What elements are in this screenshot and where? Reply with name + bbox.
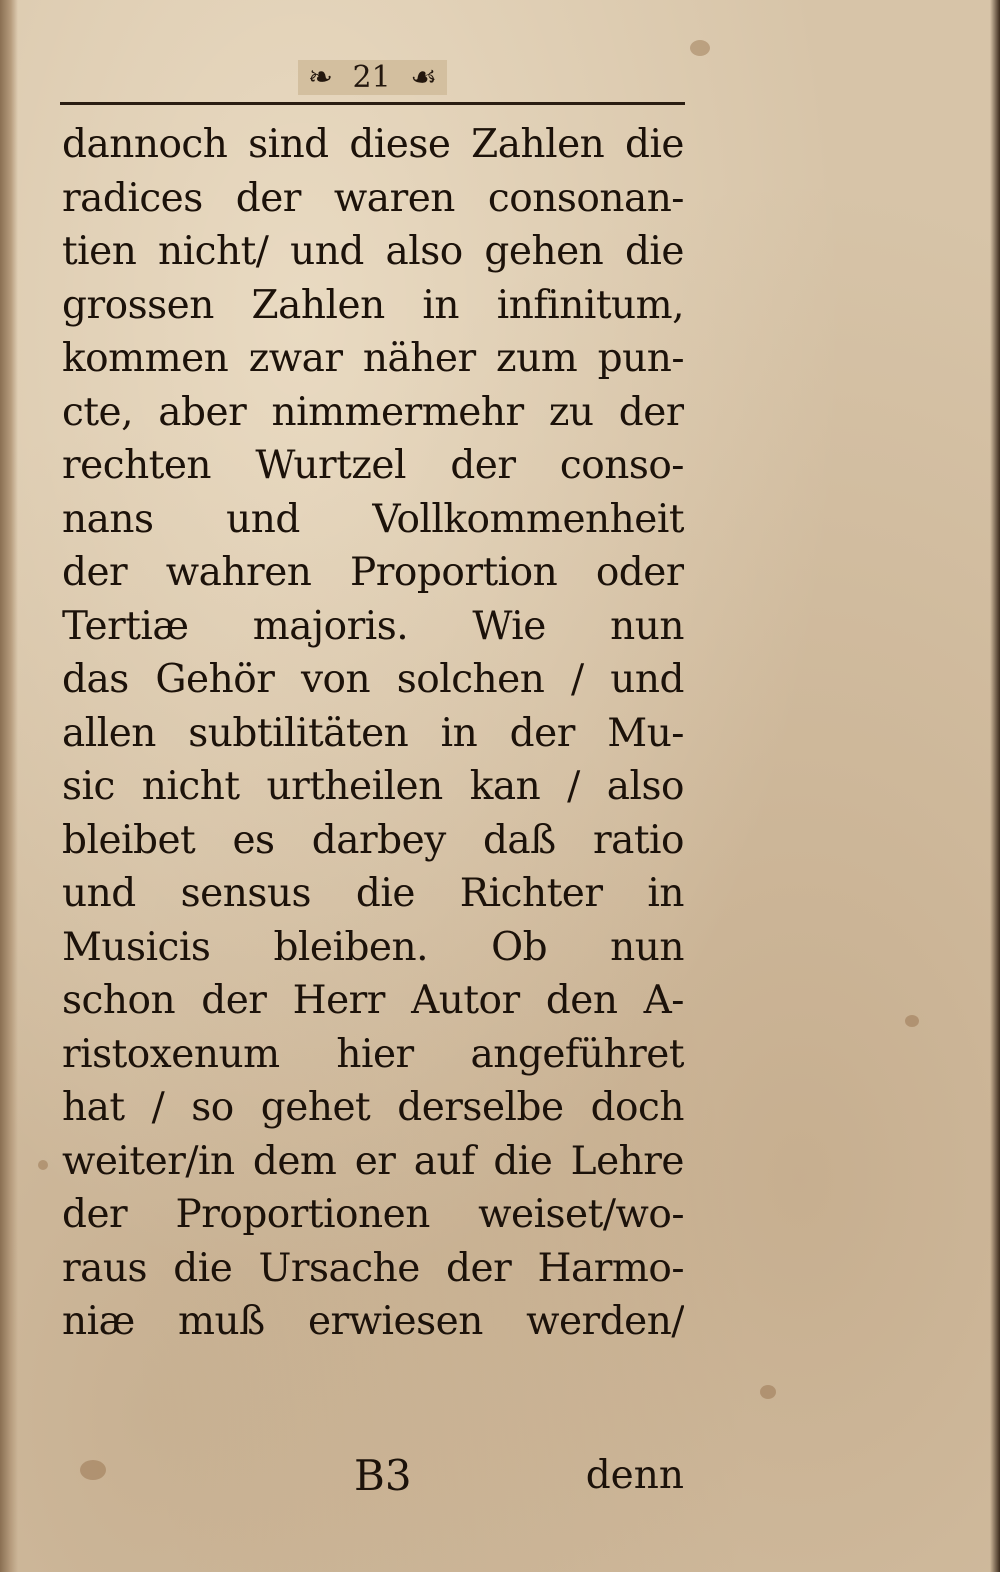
text-line: Tertiæ majoris. Wie nun [62,603,684,649]
running-header [60,58,685,110]
text-line: tien nicht/ und also gehen die [62,229,684,274]
text-line: cte, aber nimmermehr zu der [62,389,684,435]
text-line: raus die Ursache der Harmo- [62,1245,684,1291]
page-gutter-shadow [0,0,18,1572]
text-line: kommen zwar näher zum pun- [62,336,684,381]
header-ornament-line [60,58,685,98]
text-line: allen subtilitäten in der Mu- [62,710,684,756]
foxing-spot [760,1385,776,1399]
text-line: ristoxenum hier angeführet [62,1031,684,1077]
text-line: Musicis bleiben. Ob nun [62,924,684,970]
text-line: bleibet es darbey daß ratio [62,817,684,863]
page-number-box: ❧ 21 ☙ [298,60,447,95]
text-line: rechten Wurtzel der conso- [62,443,684,488]
page-number: 21 [343,60,401,95]
text-line: nans und Vollkommenheit [62,496,684,542]
text-line: schon der Herr Autor den A- [62,978,684,1023]
text-line: hat / so gehet derselbe doch [62,1085,684,1130]
catchword: denn [585,1453,684,1498]
text-line: und sensus die Richter in [62,871,684,916]
text-line: der wahren Proportion oder [62,550,684,595]
page-edge-shadow [990,0,1000,1572]
text-line: das Gehör von solchen / und [62,657,684,702]
text-line: radices der waren consonan- [62,175,684,221]
foxing-spot [905,1015,919,1027]
header-rule [60,102,685,105]
text-line: dannoch sind diese Zahlen die [62,122,684,167]
text-line: grossen Zahlen in infinitum, [62,282,684,328]
text-line: weiter/in dem er auf die Lehre [62,1138,684,1184]
page-footer [62,1446,684,1506]
text-line: niæ muß erwiesen werden/ [62,1299,684,1344]
body-text [62,118,684,1349]
foxing-spot [38,1160,48,1170]
text-line: sic nicht urtheilen kan / also [62,764,684,809]
foxing-spot [690,40,710,56]
text-line: der Proportionen weiset/wo- [62,1192,684,1237]
signature-mark: B3 [354,1451,412,1500]
